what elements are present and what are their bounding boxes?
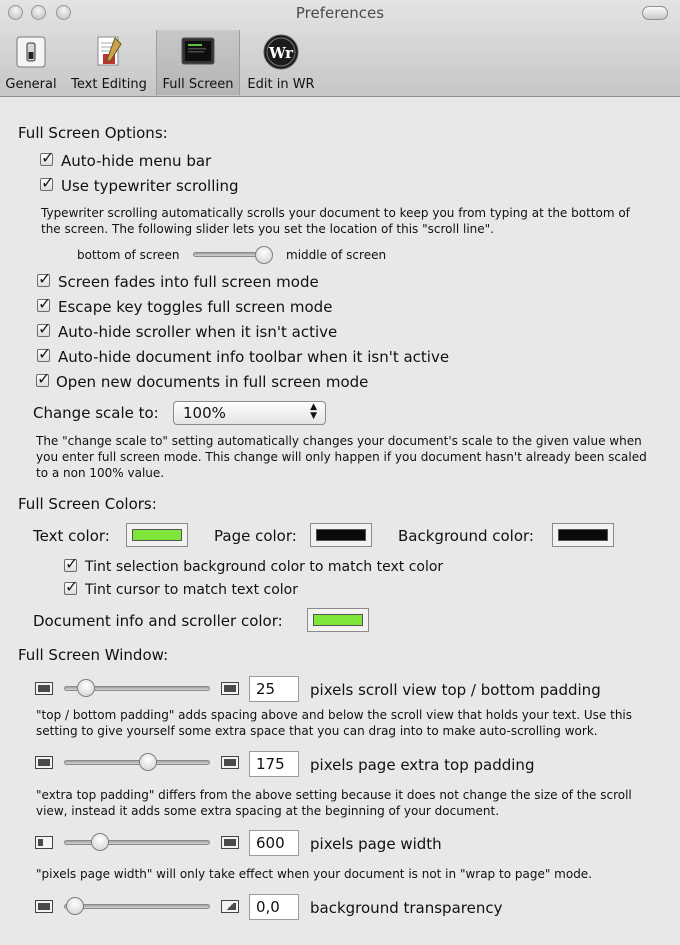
page-width-slider-track[interactable]: [64, 840, 210, 845]
scroll-line-slider-knob[interactable]: [255, 246, 273, 264]
open-new-label: Open new documents in full screen mode: [56, 373, 369, 391]
page-width-input[interactable]: 600: [249, 830, 299, 856]
autohide-info-checkbox[interactable]: [37, 349, 50, 362]
escape-key-label: Escape key toggles full screen mode: [58, 298, 333, 316]
background-color-fill: [558, 529, 608, 541]
tab-label: Full Screen: [162, 77, 234, 92]
extra-padding-slider-knob[interactable]: [139, 753, 157, 771]
text-color-fill: [132, 529, 182, 541]
wr-logo-icon: [263, 34, 299, 70]
scale-select-value: 100%: [183, 404, 226, 422]
scroll-line-max-label: middle of screen: [286, 248, 387, 262]
typewriter-checkbox[interactable]: [40, 178, 53, 191]
autohide-menu-checkbox[interactable]: [40, 153, 53, 166]
autohide-scroller-label: Auto-hide scroller when it isn't active: [58, 323, 338, 341]
page-width-slider-knob[interactable]: [91, 833, 109, 851]
window-chrome: [0, 0, 680, 97]
typewriter-label: Use typewriter scrolling: [61, 177, 239, 195]
escape-key-checkbox[interactable]: [37, 299, 50, 312]
section-heading-window: Full Screen Window:: [18, 646, 169, 664]
extra-padding-input[interactable]: 175: [249, 751, 299, 777]
open-new-checkbox[interactable]: [36, 374, 49, 387]
padding-label: pixels scroll view top / bottom padding: [310, 681, 601, 699]
change-scale-help: The "change scale to" setting automatically changes your document's scale to the given value when you enter full screen mode. This change will only happen if you document hasn't already been scaled to a non 100% value.: [36, 434, 647, 480]
transparency-slider-knob[interactable]: [66, 897, 84, 915]
large-padding-icon: [221, 682, 239, 695]
text-color-well[interactable]: [126, 523, 188, 547]
change-scale-label: Change scale to:: [33, 404, 159, 422]
tab-text-editing[interactable]: [63, 30, 155, 95]
tint-selection-label: Tint selection background color to match text color: [85, 559, 444, 575]
tab-label: Edit in WR: [247, 77, 315, 92]
tint-cursor-label: Tint cursor to match text color: [85, 582, 299, 598]
info-scroller-color-label: Document info and scroller color:: [33, 612, 283, 630]
info-scroller-color-well[interactable]: [307, 608, 369, 632]
tab-general[interactable]: [0, 30, 62, 95]
page-color-well[interactable]: [310, 523, 372, 547]
document-pen-icon: [91, 34, 127, 70]
tint-cursor-checkbox[interactable]: [64, 582, 77, 595]
monitor-icon: [180, 34, 216, 70]
large-extra-padding-icon: [221, 756, 239, 769]
tab-full-screen[interactable]: [156, 30, 240, 95]
extra-padding-slider-track[interactable]: [64, 760, 210, 765]
tab-edit-in-wr[interactable]: [241, 30, 321, 95]
text-color-label: Text color:: [33, 527, 110, 545]
wr-logo-text: Wr: [268, 44, 294, 62]
tab-label: General: [5, 77, 57, 92]
autohide-menu-label: Auto-hide menu bar: [61, 152, 212, 170]
small-extra-padding-icon: [35, 756, 53, 769]
wide-page-icon: [221, 836, 239, 849]
section-heading-colors: Full Screen Colors:: [18, 495, 157, 513]
tab-label: Text Editing: [71, 77, 147, 92]
switch-icon: [13, 34, 49, 70]
autohide-scroller-checkbox[interactable]: [37, 324, 50, 337]
padding-input[interactable]: 25: [249, 676, 299, 702]
page-width-label: pixels page width: [310, 835, 442, 853]
transparent-icon: [221, 900, 239, 913]
screen-fades-label: Screen fades into full screen mode: [58, 273, 319, 291]
scale-select[interactable]: [173, 401, 326, 425]
stepper-arrows-icon: ▲ ▼: [310, 402, 317, 421]
toolbar-toggle-button[interactable]: [642, 6, 668, 20]
opaque-icon: [35, 900, 53, 913]
autohide-info-label: Auto-hide document info toolbar when it isn't active: [58, 348, 450, 366]
extra-padding-help: "extra top padding" differs from the above setting because it does not change the size of the scroll view, instead it adds some extra spacing at the beginning of your document.: [36, 788, 632, 818]
tint-selection-checkbox[interactable]: [64, 559, 77, 572]
narrow-page-icon: [35, 836, 53, 849]
scroll-line-min-label: bottom of screen: [77, 248, 180, 262]
transparency-label: background transparency: [310, 899, 503, 917]
page-width-help: "pixels page width" will only take effect when your document is not in "wrap to page" mode.: [36, 867, 593, 881]
page-color-label: Page color:: [214, 527, 297, 545]
page-color-fill: [316, 529, 366, 541]
small-padding-icon: [35, 682, 53, 695]
window-title: Preferences: [295, 4, 385, 22]
typewriter-help: Typewriter scrolling automatically scrolls your document to keep you from typing at the bottom of the screen. The following slider lets you set the location of this "scroll line".: [41, 206, 630, 236]
padding-slider-knob[interactable]: [77, 679, 95, 697]
section-heading-options: Full Screen Options:: [18, 124, 168, 142]
screen-fades-checkbox[interactable]: [37, 274, 50, 287]
transparency-slider-track[interactable]: [64, 904, 210, 909]
background-color-label: Background color:: [398, 527, 534, 545]
transparency-input[interactable]: 0,0: [249, 894, 299, 920]
info-scroller-color-fill: [313, 614, 363, 626]
padding-help: "top / bottom padding" adds spacing above and below the scroll view that holds your text. Use this setting to give yourself some extra space that you can drag into to make auto-scrolling work.: [36, 708, 633, 738]
background-color-well[interactable]: [552, 523, 614, 547]
extra-padding-label: pixels page extra top padding: [310, 756, 535, 774]
